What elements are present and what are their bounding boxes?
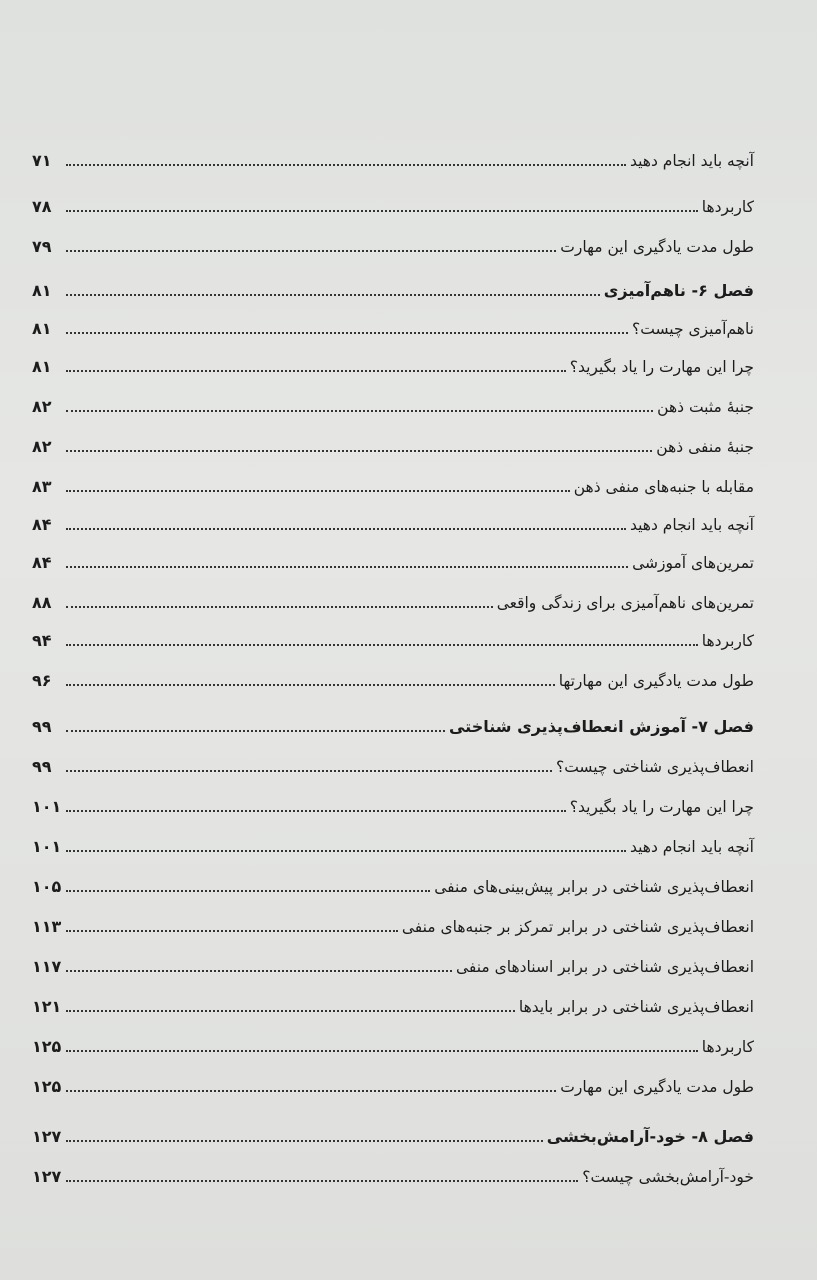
dot-leader [66, 810, 566, 812]
toc-page-number: ۱۰۵ [32, 877, 62, 896]
toc-page-number: ۷۱ [32, 151, 52, 170]
dot-leader [66, 644, 698, 646]
toc-entry [32, 738, 754, 778]
dot-leader [66, 490, 570, 492]
toc-entry [32, 496, 754, 536]
toc-entry-title: کاربردها [701, 632, 754, 650]
toc-page-number: ۱۰۱ [32, 837, 62, 856]
toc-page-number: ۱۱۳ [32, 917, 62, 936]
toc-entry [32, 1018, 754, 1058]
toc-page-number: ۸۱ [32, 357, 52, 376]
toc-page-number: ۱۲۷ [32, 1167, 62, 1186]
toc-page-number: ۱۲۵ [32, 1037, 62, 1056]
toc-entry [32, 378, 754, 418]
toc-entry-title: خود-آرامش‌بخشی چیست؟ [582, 1168, 754, 1186]
toc-entry-title: کاربردها [701, 198, 754, 216]
toc-entry-title: مقابله با جنبه‌های منفی ذهن [573, 478, 754, 496]
toc-entry-title: جنبهٔ منفی ذهن [656, 438, 754, 456]
toc-page-number: ۷۸ [32, 197, 52, 216]
toc-page-number: ۹۹ [32, 717, 52, 736]
dot-leader [66, 250, 556, 252]
toc-page-number: ۸۳ [32, 477, 52, 496]
toc-page-number: ۸۱ [32, 319, 52, 338]
toc-entry [32, 300, 754, 340]
toc-entry-title: انعطاف‌پذیری شناختی در برابر تمرکز بر جنبه‌های منفی [401, 918, 754, 936]
toc-page-number: ۸۴ [32, 515, 52, 534]
toc-page-number: ۱۲۱ [32, 997, 62, 1016]
dot-leader [66, 450, 652, 452]
toc-entry-title: طول مدت یادگیری این مهارت [560, 238, 754, 256]
toc-entry-title: تمرین‌های آموزشی [632, 554, 754, 572]
toc-entry [32, 652, 754, 692]
toc-page-number: ۹۶ [32, 671, 52, 690]
toc-page-number: ۷۹ [32, 237, 52, 256]
toc-entry [32, 458, 754, 498]
dot-leader [66, 566, 628, 568]
toc-page-number: ۱۰۱ [32, 797, 62, 816]
toc-entry [32, 1148, 754, 1188]
dot-leader [66, 210, 698, 212]
toc-entry-title: آنچه باید انجام دهید [629, 838, 754, 856]
toc-entry [32, 338, 754, 378]
dot-leader [66, 294, 600, 296]
dot-leader [66, 1090, 556, 1092]
toc-chapter-title: فصل ۷- آموزش انعطاف‌پذیری شناختی [448, 717, 754, 736]
dot-leader [66, 164, 626, 166]
toc-entry-title: انعطاف‌پذیری شناختی در برابر پیش‌بینی‌های منفی [434, 878, 754, 896]
toc-entry-title: طول مدت یادگیری این مهارتها [558, 672, 754, 690]
dot-leader [66, 890, 430, 892]
toc-page-number: ۱۱۷ [32, 957, 62, 976]
toc-entry-title: آنچه باید انجام دهید [629, 516, 754, 534]
toc-entry [32, 534, 754, 574]
toc-entry-title: انعطاف‌پذیری شناختی چیست؟ [555, 758, 754, 776]
toc-entry-title: کاربردها [701, 1038, 754, 1056]
toc-chapter-title: فصل ۸- خود-آرامش‌بخشی [546, 1127, 754, 1146]
toc-entry [32, 978, 754, 1018]
dot-leader [66, 730, 445, 732]
dot-leader [66, 1180, 578, 1182]
toc-entry [32, 178, 754, 218]
toc-entry [32, 612, 754, 652]
dot-leader [66, 770, 552, 772]
dot-leader [66, 606, 493, 608]
toc-entry [32, 858, 754, 898]
toc-entry [32, 418, 754, 458]
dot-leader [66, 410, 653, 412]
toc-entry-title: چرا این مهارت را یاد بگیرید؟ [569, 798, 754, 816]
toc-entry [32, 778, 754, 818]
toc-entry-title: آنچه باید انجام دهید [629, 152, 754, 170]
toc-entry-title: انعطاف‌پذیری شناختی در برابر اسنادهای منفی [455, 958, 754, 976]
dot-leader [66, 370, 566, 372]
toc-entry-title: تمرین‌های ناهم‌آمیزی برای زندگی واقعی [496, 594, 754, 612]
dot-leader [66, 332, 628, 334]
toc-page-number: ۸۴ [32, 553, 52, 572]
toc-entry [32, 132, 754, 172]
toc-chapter-entry [32, 262, 754, 302]
toc-page-number: ۹۹ [32, 757, 52, 776]
toc-page-number: ۸۱ [32, 281, 52, 300]
dot-leader [66, 970, 452, 972]
toc-entry [32, 218, 754, 258]
toc-entry [32, 818, 754, 858]
dot-leader [66, 850, 626, 852]
toc-entry-title: طول مدت یادگیری این مهارت [560, 1078, 754, 1096]
toc-entry-title: انعطاف‌پذیری شناختی در برابر بایدها [518, 998, 754, 1016]
toc-page-number: ۹۴ [32, 631, 52, 650]
toc-page-number: ۸۲ [32, 397, 52, 416]
toc-chapter-entry [32, 1108, 754, 1148]
dot-leader [66, 1140, 543, 1142]
toc-page-number: ۱۲۵ [32, 1077, 62, 1096]
toc-entry [32, 938, 754, 978]
toc-page-number: ۱۲۷ [32, 1127, 62, 1146]
toc-chapter-entry [32, 698, 754, 738]
toc-page-number: ۸۸ [32, 593, 52, 612]
toc-entry-title: ناهم‌آمیزی چیست؟ [632, 320, 754, 338]
dot-leader [66, 1050, 698, 1052]
toc-entry [32, 574, 754, 614]
toc-entry-title: جنبهٔ مثبت ذهن [657, 398, 754, 416]
toc-entry [32, 898, 754, 938]
dot-leader [66, 684, 555, 686]
dot-leader [66, 930, 398, 932]
toc-entry [32, 1058, 754, 1098]
dot-leader [66, 1010, 515, 1012]
toc-chapter-title: فصل ۶- ناهم‌آمیزی [603, 281, 754, 300]
dot-leader [66, 528, 626, 530]
toc-page-number: ۸۲ [32, 437, 52, 456]
toc-entry-title: چرا این مهارت را یاد بگیرید؟ [569, 358, 754, 376]
